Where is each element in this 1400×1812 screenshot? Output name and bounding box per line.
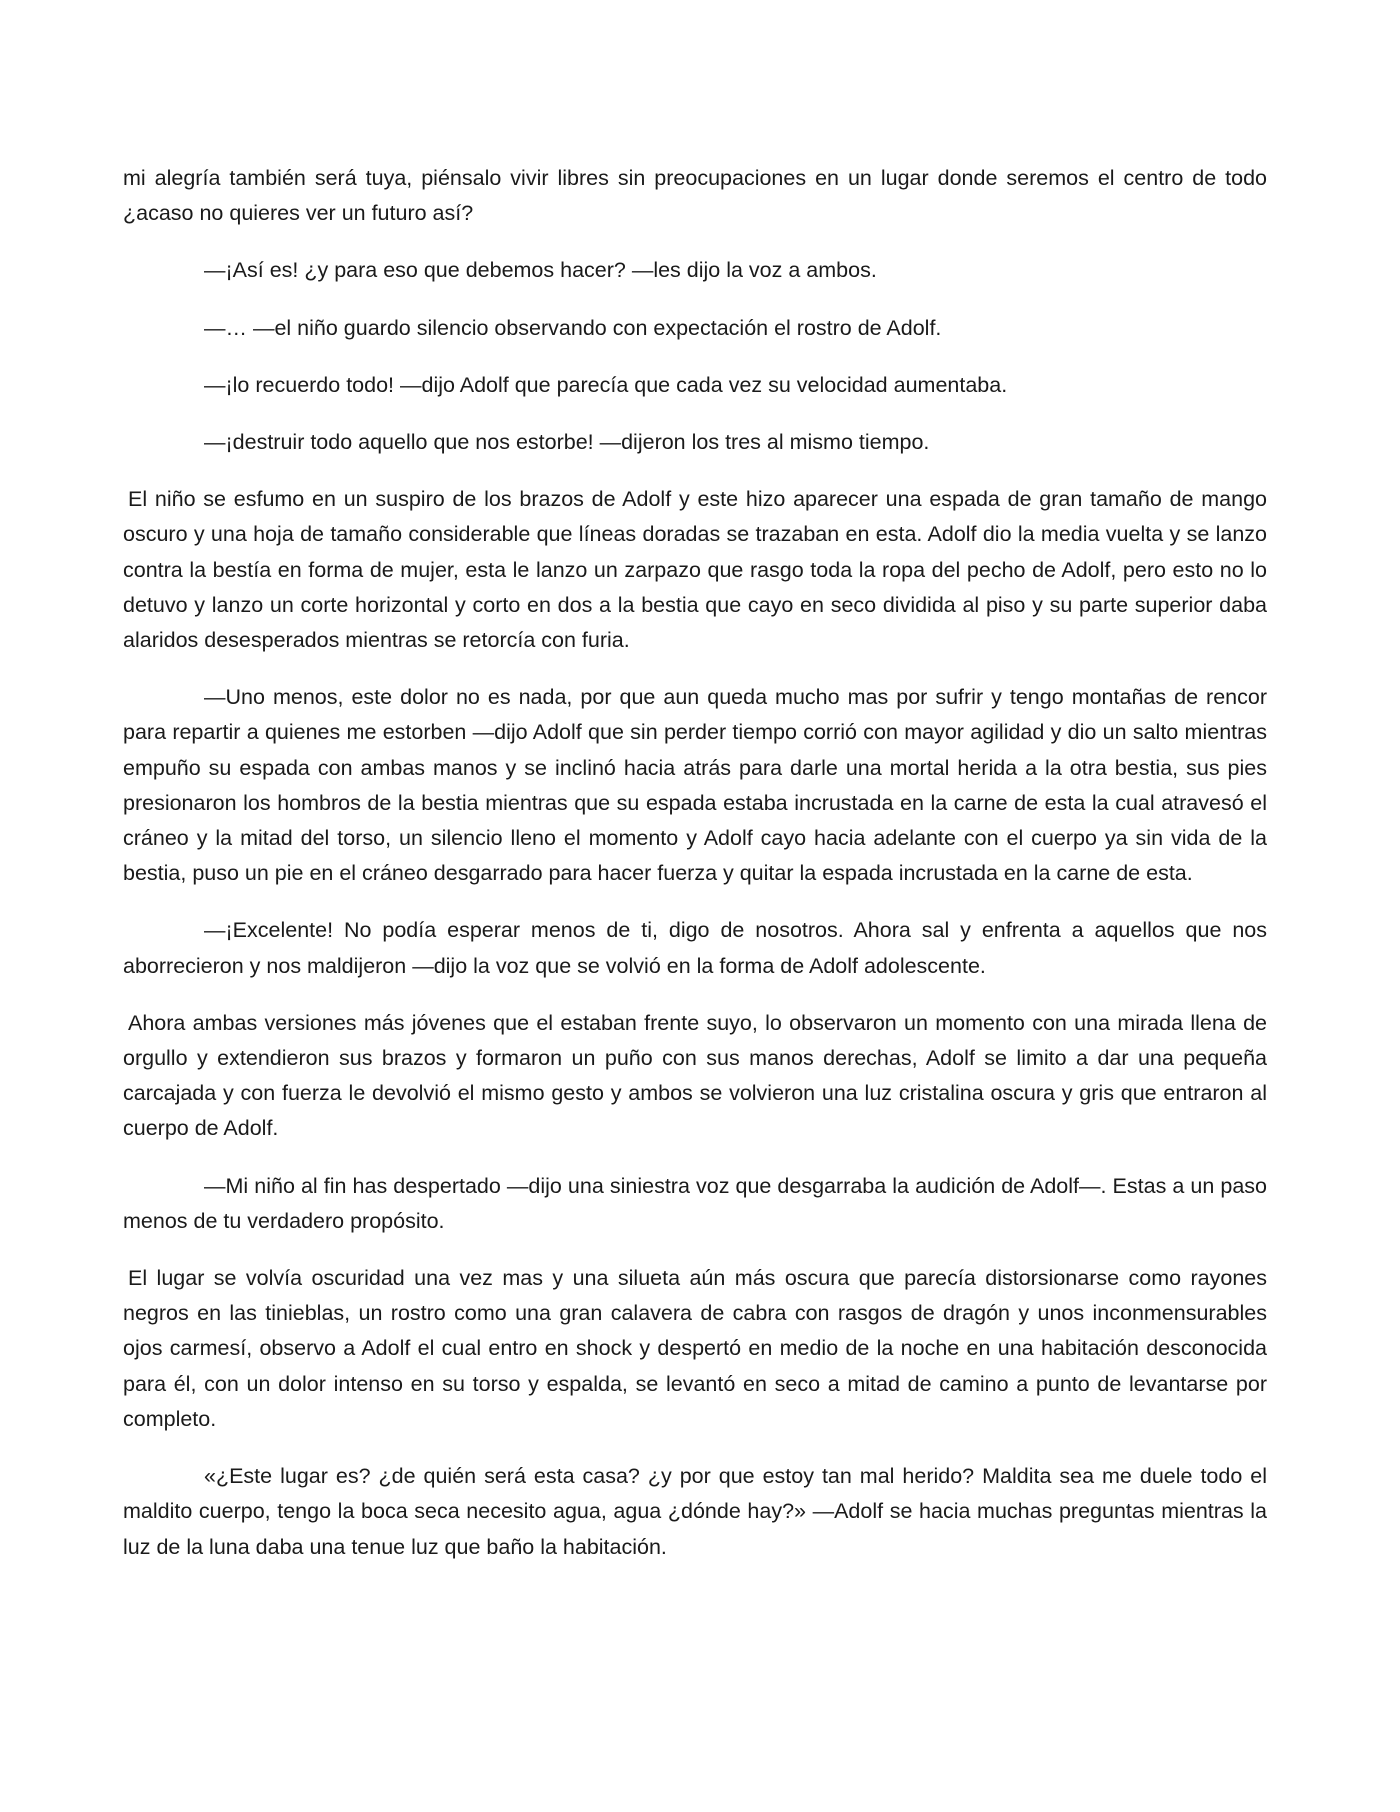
paragraph-5: —¡destruir todo aquello que nos estorbe! —dijeron los tres al mismo tiempo.: [204, 430, 930, 455]
paragraph-1: mi alegría también será tuya, piénsalo vivir libres sin preocupaciones en un lugar donde seremos el centro de todo ¿acaso no quieres ver un futuro así?: [123, 166, 1267, 226]
paragraph-7: —Uno menos, este dolor no es nada, por que aun queda mucho mas por sufrir y tengo montañas de rencor para repartir a quienes me estorben —dijo Adolf que sin perder tiempo corrió con mayor agilidad y dio un salto mientras empuño su espada con ambas manos y se inclinó hacia atrás para darle una mortal herida a la otra bestia, sus pies presionaron los hombros de la bestia mientras que su espada estaba incrustada en la carne de esta la cual atravesó el cráneo y la mitad del torso, un silencio lleno el momento y Adolf cayo hacia adelante con el cuerpo ya sin vida de la bestia, puso un pie en el cráneo desgarrado para hacer fuerza y quitar la espada incrustada en la carne de esta.: [123, 685, 1267, 886]
paragraph-9: Ahora ambas versiones más jóvenes que el estaban frente suyo, lo observaron un momento con una mirada llena de orgullo y extendieron sus brazos y formaron un puño con sus manos derechas, Adolf se limito a dar una pequeña carcajada y con fuerza le devolvió el mismo gesto y ambos se volvieron una luz cristalina oscura y gris que entraron al cuerpo de Adolf.: [123, 1010, 1267, 1141]
body-text: [123, 161, 1267, 1587]
paragraph-11: El lugar se volvía oscuridad una vez mas y una silueta aún más oscura que parecía distorsionarse como rayones negros en las tinieblas, un rostro como una gran calavera de cabra con rasgos de dragón y unos inconmensurables ojos carmesí, observo a Adolf el cual entro en shock y despertó en medio de la noche en una habitación desconocida para él, con un dolor intenso en su torso y espalda, se levantó en seco a mitad de camino a punto de levantarse por completo.: [123, 1266, 1267, 1431]
paragraph-4: —¡lo recuerdo todo! —dijo Adolf que parecía que cada vez su velocidad aumentaba.: [204, 372, 1008, 397]
paragraph-6: El niño se esfumo en un suspiro de los brazos de Adolf y este hizo aparecer una espada de gran tamaño de mango oscuro y una hoja de tamaño considerable que líneas doradas se trazaban en esta. Adolf dio la media vuelta y se lanzo contra la bestía en forma de mujer, esta le lanzo un zarpazo que rasgo toda la ropa del pecho de Adolf, pero esto no lo detuvo y lanzo un corte horizontal y corto en dos a la bestia que cayo en seco dividida al piso y su parte superior daba alaridos desesperados mientras se retorcía con furia.: [123, 487, 1267, 653]
paragraph-3: —… —el niño guardo silencio observando con expectación el rostro de Adolf.: [204, 315, 942, 340]
paragraph-12: «¿Este lugar es? ¿de quién será esta casa? ¿y por que estoy tan mal herido? Maldita sea me duele todo el maldito cuerpo, tengo la boca seca necesito agua, agua ¿dónde hay?» —Adolf se hacia muchas preguntas mientras la luz de la luna daba una tenue luz que baño la habitación.: [123, 1464, 1267, 1559]
paragraph-8: —¡Excelente! No podía esperar menos de ti, digo de nosotros. Ahora sal y enfrenta a aquellos que nos aborrecieron y nos maldijeron —dijo la voz que se volvió en la forma de Adolf adolescente.: [123, 918, 1267, 978]
paragraph-2: —¡Así es! ¿y para eso que debemos hacer? —les dijo la voz a ambos.: [204, 258, 877, 283]
paragraph-10: —Mi niño al fin has despertado —dijo una siniestra voz que desgarraba la audición de Adolf—. Estas a un paso menos de tu verdadero propósito.: [123, 1173, 1267, 1233]
